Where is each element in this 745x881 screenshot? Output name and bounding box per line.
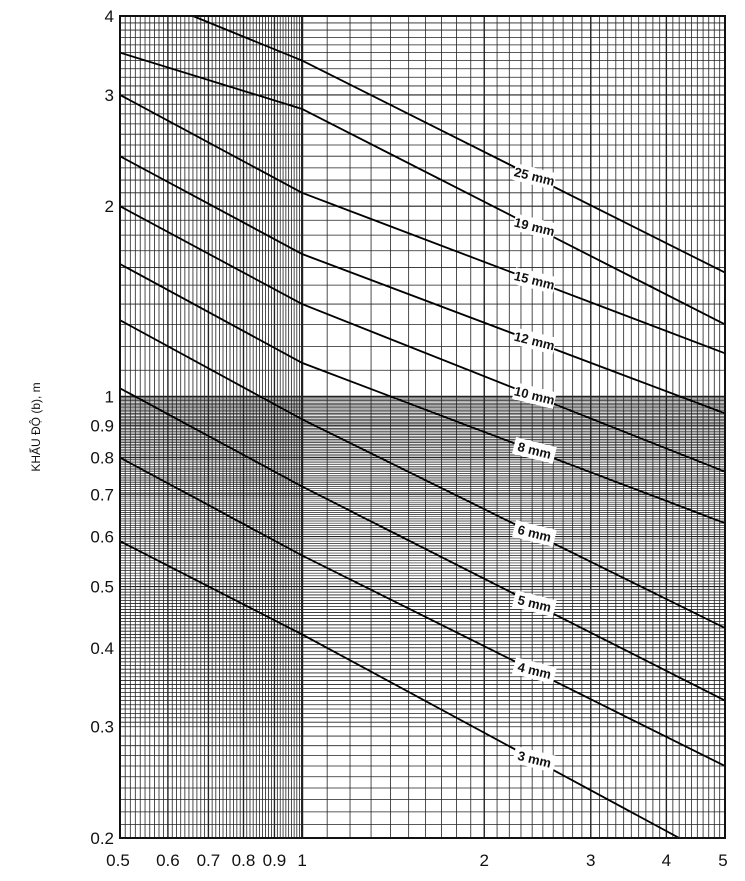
y-tick-label: 2 [104,197,114,217]
series-line [193,16,725,273]
series-line [120,458,725,766]
x-tick-label: 1 [297,851,307,870]
series-line [120,206,725,472]
chart-grid [120,16,725,838]
x-tick-label: 5 [718,851,728,870]
curve-label [512,267,557,294]
curve-label [512,746,557,773]
x-tick-label: 0.6 [156,851,180,870]
curve-label-text: 25 mm [512,164,557,189]
y-tick-label: 0.4 [90,638,114,658]
curve-label [512,328,557,355]
y-tick-label: 0.8 [90,448,114,468]
x-tick-label: 2 [479,851,489,870]
curve-label [512,520,557,547]
x-tick-label: 0.7 [196,851,221,870]
y-tick-label: 4 [104,7,114,26]
curve-label-text: 19 mm [512,214,557,240]
series-line [120,541,679,838]
x-tick-label: 0.9 [262,851,287,870]
y-tick-label: 1 [104,387,114,407]
series-line [120,320,725,628]
curve-label-text: 12 mm [512,328,557,354]
y-tick-label: 0.6 [90,527,114,547]
x-tick-label: 4 [661,851,672,870]
y-tick-label: 0.9 [90,416,114,436]
series-line [120,53,725,325]
curve-label [512,163,557,190]
y-tick-label: 0.5 [90,577,114,597]
y-tick-label: 0.2 [90,829,114,848]
curve-label-text: 10 mm [512,383,557,408]
y-tick-label: 0.7 [90,485,114,505]
curve-label-text: 3 mm [516,747,553,771]
x-tick-label: 0.5 [106,851,130,870]
curve-label [512,590,557,617]
x-tick-label: 3 [586,851,596,870]
curve-label-text: 8 mm [516,439,553,462]
curve-label-text: 15 mm [512,268,557,293]
series-line [120,95,725,353]
curve-label-text: 6 mm [516,522,553,545]
curve-label-text: 5 mm [516,592,553,616]
curve-label [512,657,557,684]
y-tick-label: 3 [104,85,114,105]
curve-label-text: 4 mm [516,659,553,683]
y-tick-label: 0.3 [90,717,114,737]
curve-label [512,213,557,240]
x-tick-label: 0.8 [231,851,256,870]
y-axis-label: KHẨU ĐỘ (b), m [29,382,43,472]
